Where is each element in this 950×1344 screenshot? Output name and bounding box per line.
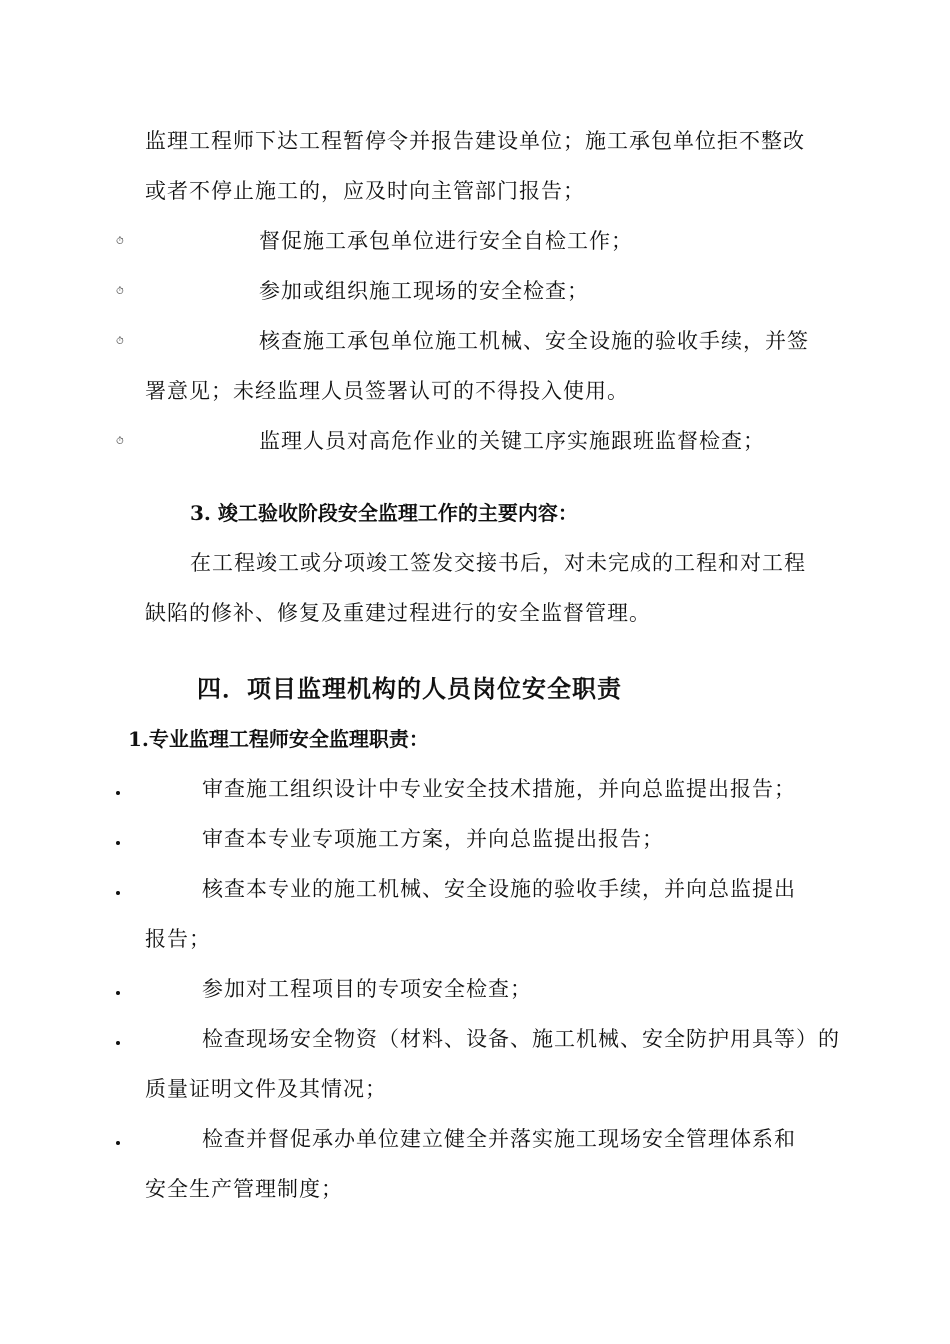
clock-icon: ⏱ xyxy=(116,336,124,347)
list-a-item-1: 督促施工承包单位进行安全自检工作； xyxy=(259,229,633,253)
list-a-item-2: 参加或组织施工现场的安全检查； xyxy=(259,279,589,303)
list-a-item-3-line-1: 核查施工承包单位施工机械、安全设施的验收手续，并签 xyxy=(259,329,809,353)
list-a-item-3-line-2: 署意见；未经监理人员签署认可的不得投入使用。 xyxy=(145,379,629,403)
bullet-dot-icon xyxy=(116,791,120,795)
bullet-dot-icon xyxy=(116,1141,120,1145)
section-3-paragraph-line-1: 在工程竣工或分项竣工签发交接书后，对未完成的工程和对工程 xyxy=(190,551,806,575)
list-b-item-6-line-1: 检查并督促承办单位建立健全并落实施工现场安全管理体系和 xyxy=(202,1127,796,1151)
list-a-item-4: 监理人员对高危作业的关键工序实施跟班监督检查； xyxy=(259,429,765,453)
list-b-item-5-line-2: 质量证明文件及其情况； xyxy=(145,1077,387,1101)
list-b-item-5-line-1: 检查现场安全物资（材料、设备、施工机械、安全防护用具等）的 xyxy=(202,1027,840,1051)
list-b-item-2: 审查本专业专项施工方案，并向总监提出报告； xyxy=(202,827,664,851)
continuation-line-2: 或者不停止施工的，应及时向主管部门报告； xyxy=(145,179,585,203)
bullet-dot-icon xyxy=(116,891,120,895)
section-4-heading: 四．项目监理机构的人员岗位安全职责 xyxy=(197,674,622,703)
section-3-paragraph-line-2: 缺陷的修补、修复及重建过程进行的安全监督管理。 xyxy=(145,601,651,625)
clock-icon: ⏱ xyxy=(116,236,124,247)
bullet-dot-icon xyxy=(116,991,120,995)
list-b-item-3-line-1: 核查本专业的施工机械、安全设施的验收手续，并向总监提出 xyxy=(202,877,796,901)
section-4-subheading: 1.专业监理工程师安全监理职责： xyxy=(128,727,429,751)
section-3-heading: 3. 竣工验收阶段安全监理工作的主要内容： xyxy=(190,501,578,525)
list-b-item-6-line-2: 安全生产管理制度； xyxy=(145,1177,343,1201)
list-b-item-3-line-2: 报告； xyxy=(145,927,211,951)
bullet-dot-icon xyxy=(116,841,120,845)
list-b-item-1: 审查施工组织设计中专业安全技术措施，并向总监提出报告； xyxy=(202,777,796,801)
clock-icon: ⏱ xyxy=(116,436,124,447)
bullet-dot-icon xyxy=(116,1041,120,1045)
list-b-item-4: 参加对工程项目的专项安全检查； xyxy=(202,977,532,1001)
continuation-line-1: 监理工程师下达工程暂停令并报告建设单位；施工承包单位拒不整改 xyxy=(145,129,805,153)
clock-icon: ⏱ xyxy=(116,286,124,297)
